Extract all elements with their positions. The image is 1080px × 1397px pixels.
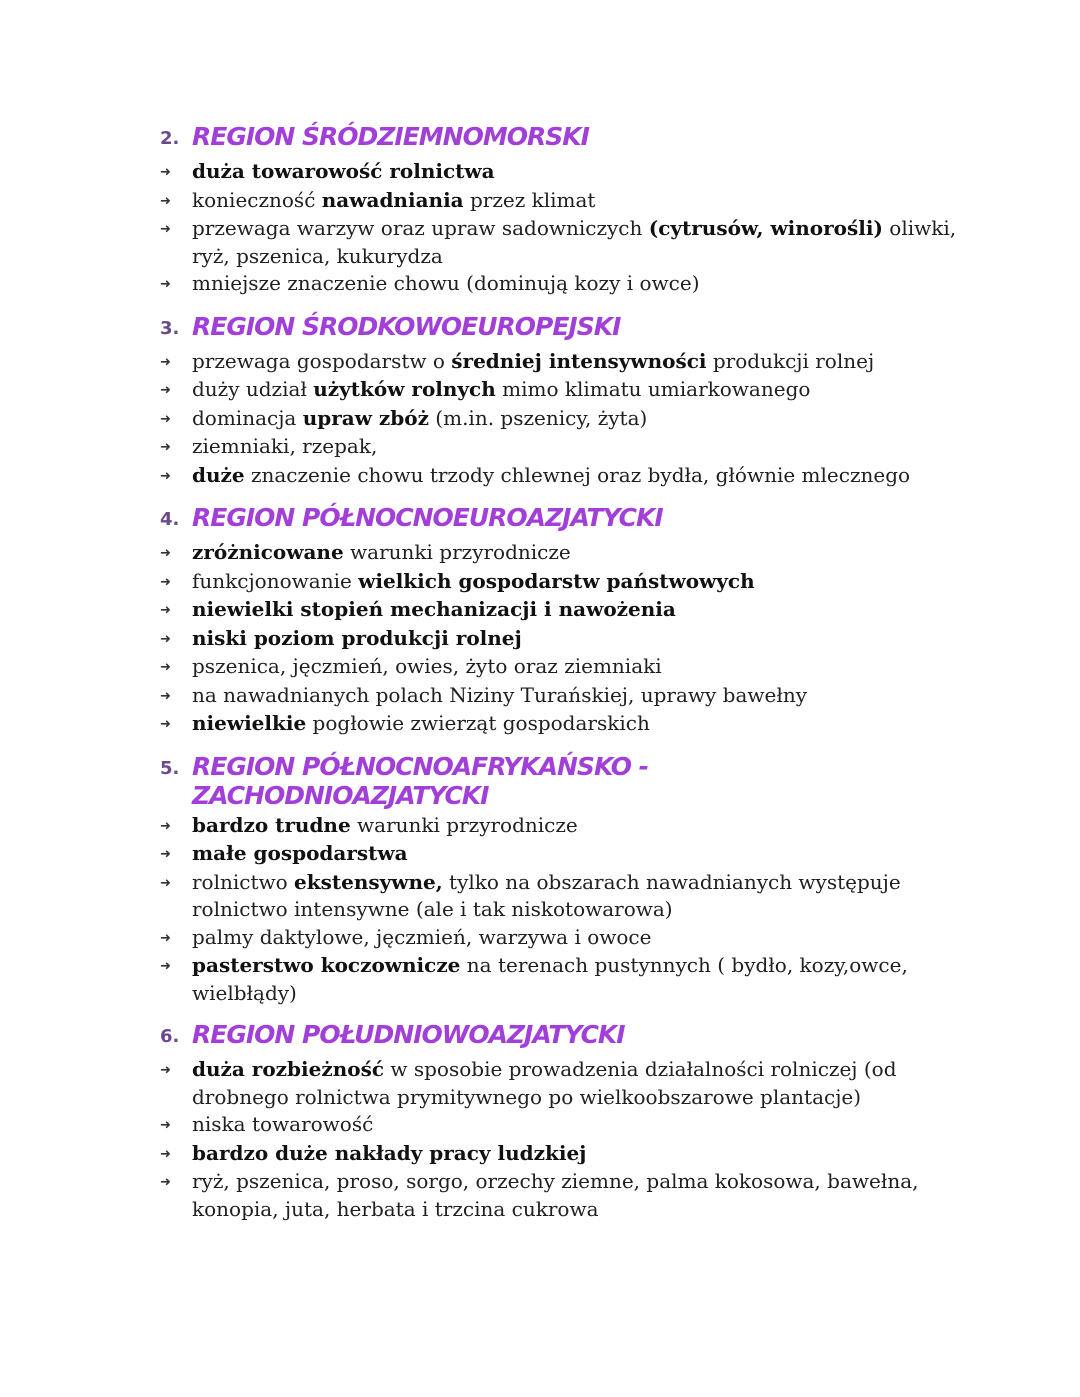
bold-text: użytków rolnych	[313, 377, 496, 401]
list-item-text	[192, 215, 960, 270]
list-item-text	[192, 270, 960, 298]
list-item	[160, 462, 960, 491]
section-number: 5.	[160, 757, 180, 779]
arrow-bullet-icon: ➜	[160, 959, 171, 974]
list-item-text	[192, 1111, 960, 1139]
list-item-text	[192, 1168, 960, 1223]
bold-text: ekstensywne,	[294, 869, 443, 894]
bold-text: duża rozbieżność	[192, 1057, 385, 1081]
arrow-bullet-icon: ➜	[160, 165, 171, 180]
list-item	[160, 682, 960, 711]
text-segment: konieczność	[192, 187, 322, 212]
text-segment: dominacja	[192, 405, 303, 430]
section-title: REGION PÓŁNOCNOEUROAZJATYCKI	[192, 503, 663, 532]
bold-text: zróżnicowane	[192, 540, 344, 564]
list-item-text	[192, 376, 960, 404]
list-item-text	[192, 596, 960, 624]
list-item-text	[192, 869, 960, 924]
list-item-text	[192, 653, 960, 681]
arrow-bullet-icon: ➜	[160, 875, 171, 891]
list-item-text	[192, 348, 960, 376]
arrow-bullet-icon: ➜	[160, 818, 171, 834]
list-item	[160, 924, 960, 953]
list-item-text	[192, 568, 960, 596]
arrow-bullet-icon: ➜	[160, 383, 171, 398]
list-item-text	[192, 462, 960, 490]
bullet-list	[160, 348, 960, 491]
text-segment: duży udział	[192, 377, 314, 401]
list-item-text	[192, 710, 960, 738]
text-segment: tylko na obszarach nawadnianych występuje rolnictwo intensywne (ale i tak niskotowarowa)	[192, 869, 901, 921]
arrow-bullet-icon: ➜	[160, 847, 171, 862]
bold-text: (cytrusów, winorośli)	[648, 216, 883, 240]
arrow-bullet-icon: ➜	[160, 468, 171, 484]
bold-text: niski poziom produkcji rolnej	[192, 625, 522, 650]
text-segment: ryż, pszenica, proso, sorgo, orzechy ziemne, palma kokosowa, bawełna, konopia, juta, herbata i trzcina cukrowa	[192, 1169, 919, 1221]
bullet-list	[160, 1056, 960, 1223]
list-item	[160, 869, 960, 924]
list-item	[160, 376, 960, 405]
bold-text: bardzo trudne	[192, 812, 351, 837]
text-segment: funkcjonowanie	[192, 568, 359, 593]
text-segment: niska towarowość	[192, 1112, 374, 1136]
text-segment: produkcji rolnej	[706, 348, 875, 373]
bold-text: niewielki stopień mechanizacji i nawożenia	[192, 597, 676, 621]
text-segment: pogłowie zwierząt gospodarskich	[306, 711, 650, 735]
bullet-list	[160, 812, 960, 1008]
bold-text: średniej intensywności	[451, 348, 707, 373]
list-item	[160, 653, 960, 682]
bold-text: niewielkie	[192, 711, 307, 735]
text-segment: przez klimat	[463, 187, 596, 212]
list-item	[160, 840, 960, 869]
text-segment: przewaga warzyw oraz upraw sadowniczych	[192, 216, 649, 240]
list-item	[160, 158, 960, 187]
arrow-bullet-icon: ➜	[160, 411, 171, 427]
arrow-bullet-icon: ➜	[160, 354, 171, 370]
text-segment: pszenica, jęczmień, owies, żyto oraz ziemniaki	[192, 654, 662, 678]
arrow-bullet-icon: ➜	[160, 717, 171, 732]
list-item-text	[192, 682, 960, 710]
list-item	[160, 1056, 960, 1111]
text-segment: (m.in. pszenicy, żyta)	[428, 405, 648, 430]
bullet-list	[160, 158, 960, 299]
list-item	[160, 405, 960, 434]
list-item-text	[192, 405, 960, 433]
list-item	[160, 596, 960, 625]
list-item	[160, 433, 960, 462]
list-item	[160, 568, 960, 597]
text-segment: znaczenie chowu trzody chlewnej oraz bydła, głównie mlecznego	[244, 462, 911, 487]
list-item	[160, 1140, 960, 1169]
list-item-text	[192, 625, 960, 653]
region-section	[160, 122, 960, 299]
arrow-bullet-icon: ➜	[160, 660, 171, 675]
list-item-text	[192, 539, 960, 567]
bold-text: bardzo duże nakłady pracy ludzkiej	[192, 1140, 587, 1165]
bold-text: duże	[192, 462, 245, 487]
text-segment: palmy daktylowe, jęczmień, warzywa i owoce	[192, 924, 652, 949]
section-number: 3.	[160, 317, 180, 339]
list-item	[160, 710, 960, 739]
text-segment: na terenach pustynnych ( bydło, kozy,owce, wielbłądy)	[192, 953, 908, 1005]
text-segment: warunki przyrodnicze	[350, 812, 578, 837]
region-section	[160, 1020, 960, 1223]
list-item-text	[192, 1056, 960, 1111]
section-title: REGION ŚRÓDZIEMNOMORSKI	[192, 122, 589, 151]
list-item	[160, 187, 960, 216]
bold-text: wielkich gospodarstw państwowych	[358, 568, 755, 593]
text-segment: warunki przyrodnicze	[343, 540, 571, 564]
list-item	[160, 812, 960, 841]
arrow-bullet-icon: ➜	[160, 1146, 171, 1162]
text-segment: mimo klimatu umiarkowanego	[495, 377, 811, 401]
list-item	[160, 348, 960, 377]
list-item	[160, 1111, 960, 1140]
text-segment: ziemniaki, rzepak,	[192, 434, 378, 458]
text-segment: przewaga gospodarstw o	[192, 348, 452, 373]
bold-text: małe gospodarstwa	[192, 841, 408, 865]
bold-text: duża towarowość rolnictwa	[192, 159, 495, 183]
section-number: 6.	[160, 1026, 180, 1047]
arrow-bullet-icon: ➜	[160, 222, 171, 237]
arrow-bullet-icon: ➜	[160, 1118, 171, 1133]
arrow-bullet-icon: ➜	[160, 546, 171, 561]
arrow-bullet-icon: ➜	[160, 930, 171, 946]
section-heading	[160, 503, 960, 537]
list-item-text	[192, 1140, 960, 1168]
list-item	[160, 215, 960, 270]
list-item	[160, 270, 960, 299]
list-item	[160, 625, 960, 654]
text-segment: oliwki, ryż, pszenica, kukurydza	[192, 216, 957, 268]
list-item-text	[192, 187, 960, 215]
list-item	[160, 952, 960, 1007]
text-segment: w sposobie prowadzenia działalności rolniczej (od drobnego rolnictwa prymitywnego po wielkoobszarowe plantacje)	[192, 1057, 897, 1109]
text-segment: na nawadnianych polach Niziny Turańskiej, uprawy bawełny	[192, 682, 808, 707]
section-heading	[160, 312, 960, 346]
section-title: REGION PÓŁNOCNOAFRYKAŃSKO - ZACHODNIOAZJATYCKI	[192, 751, 649, 810]
text-segment: mniejsze znaczenie chowu (dominują kozy i owce)	[192, 271, 700, 295]
arrow-bullet-icon: ➜	[160, 688, 171, 704]
list-item	[160, 1168, 960, 1223]
bold-text: nawadniania	[321, 187, 464, 212]
text-segment: rolnictwo	[192, 869, 295, 894]
arrow-bullet-icon: ➜	[160, 277, 171, 292]
arrow-bullet-icon: ➜	[160, 631, 171, 647]
arrow-bullet-icon: ➜	[160, 193, 171, 209]
region-section	[160, 312, 960, 491]
list-item-text	[192, 812, 960, 840]
list-item-text	[192, 840, 960, 868]
section-heading	[160, 1020, 960, 1054]
section-number: 2.	[160, 128, 180, 149]
list-item-text	[192, 952, 960, 1007]
bullet-list	[160, 539, 960, 739]
arrow-bullet-icon: ➜	[160, 574, 171, 590]
region-section	[160, 503, 960, 739]
list-item	[160, 539, 960, 568]
list-item-text	[192, 924, 960, 952]
bold-text: pasterstwo koczownicze	[192, 953, 461, 977]
list-item-text	[192, 433, 960, 461]
section-number: 4.	[160, 509, 180, 530]
section-title: REGION ŚRODKOWOEUROPEJSKI	[192, 311, 621, 341]
arrow-bullet-icon: ➜	[160, 1063, 171, 1078]
section-heading	[160, 122, 960, 156]
section-title: REGION POŁUDNIOWOAZJATYCKI	[192, 1020, 625, 1049]
section-heading	[160, 752, 960, 810]
region-section	[160, 752, 960, 1008]
list-item-text	[192, 158, 960, 186]
bold-text: upraw zbóż	[302, 405, 429, 430]
arrow-bullet-icon: ➜	[160, 603, 171, 618]
arrow-bullet-icon: ➜	[160, 440, 171, 455]
arrow-bullet-icon: ➜	[160, 1175, 171, 1190]
